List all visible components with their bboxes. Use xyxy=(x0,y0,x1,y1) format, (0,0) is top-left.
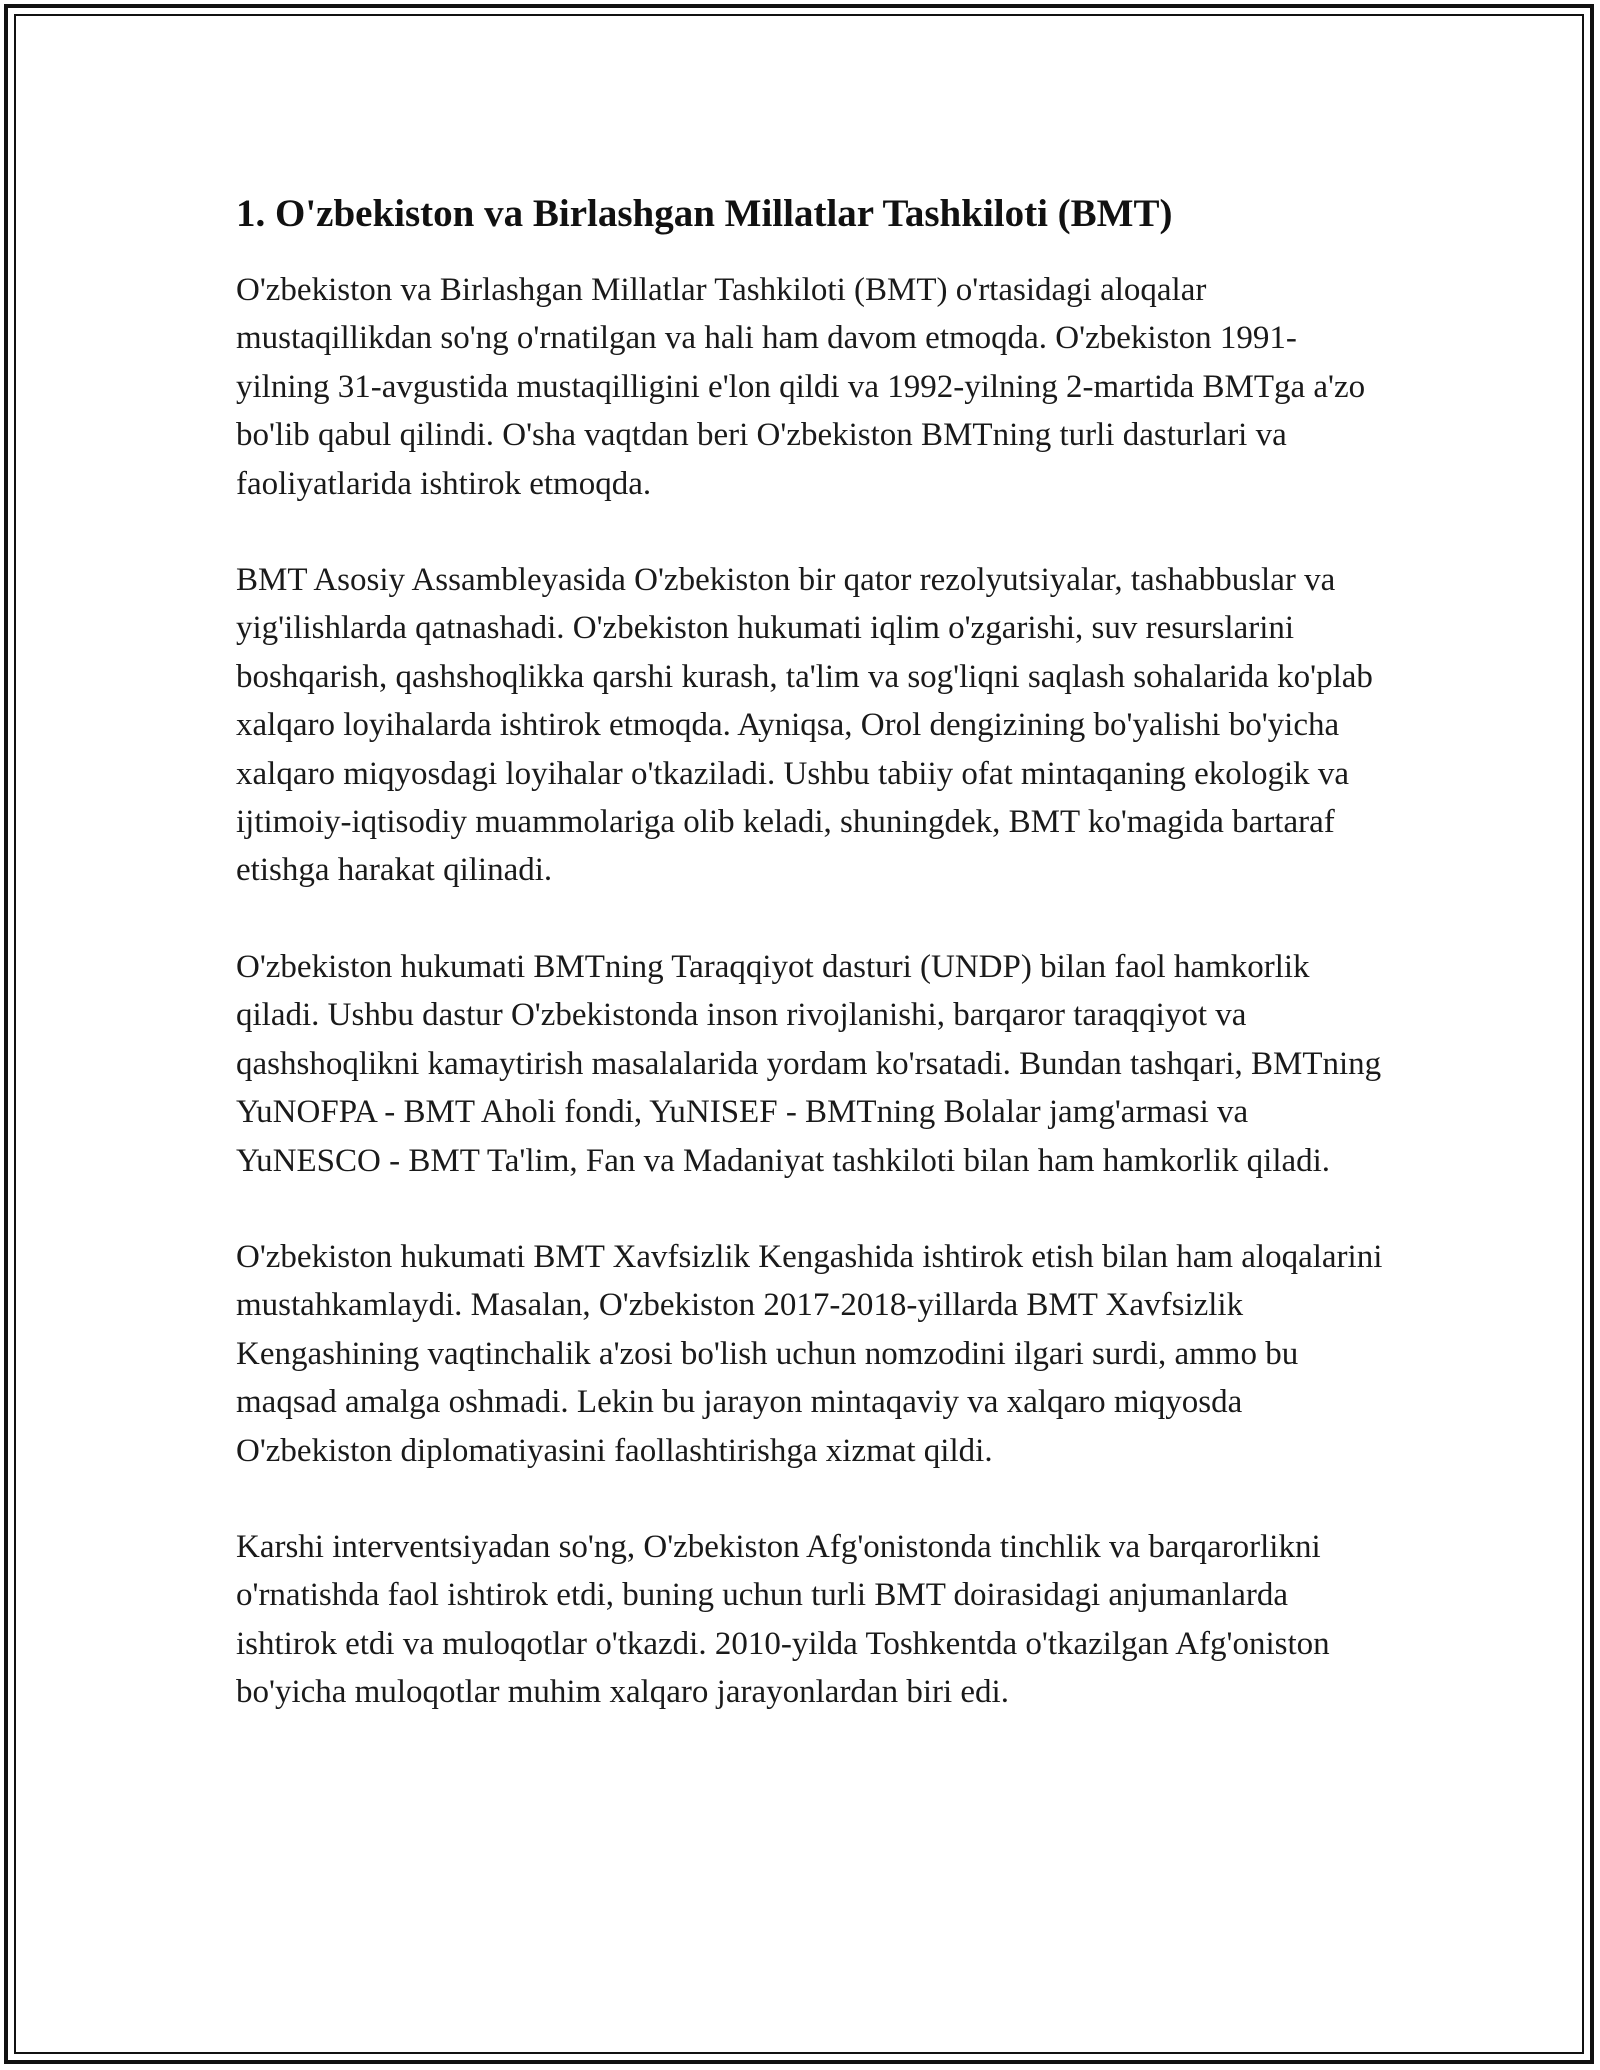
section-heading: 1. O'zbekiston va Birlashgan Millatlar Tashkiloti (BMT) xyxy=(236,192,1173,235)
paragraph-3: O'zbekiston hukumati BMTning Taraqqiyot dasturi (UNDP) bilan faol hamkorlik qiladi. Ushbu dastur O'zbekistonda inson rivojlanishi, barqaror taraqqiyot va qashshoqlikni kamaytirish masalalarida yordam ko'rsatadi. Bundan tashqari, BMTning YuNOFPA - BMT Aholi fondi, YuNISEF - BMTning Bolalar jamg'armasi va YuNESCO - BMT Ta'lim, Fan va Madaniyat tashkiloti bilan ham hamkorlik qiladi. xyxy=(236,948,1382,1179)
paragraph-1: O'zbekiston va Birlashgan Millatlar Tashkiloti (BMT) o'rtasidagi aloqalar mustaqillikdan so'ng o'rnatilgan va hali ham davom etmoqda. O'zbekiston 1991-yilning 31-avgustida mustaqilligini e'lon qildi va 1992-yilning 2-martida BMTga a'zo bo'lib qabul qilindi. O'sha vaqtdan beri O'zbekiston BMTning turli dasturlari va faoliyatlarida ishtirok etmoqda. xyxy=(236,272,1366,502)
paragraph-4: O'zbekiston hukumati BMT Xavfsizlik Kengashida ishtirok etish bilan ham aloqalarini mustahkamlaydi. Masalan, O'zbekiston 2017-2018-yillarda BMT Xavfsizlik Kengashining vaqtinchalik a'zosi bo'lish uchun nomzodini ilgari surdi, ammo bu maqsad amalga oshmadi. Lekin bu jarayon mintaqaviy va xalqaro miqyosda O'zbekiston diplomatiyasini faollashtirishga xizmat qildi. xyxy=(236,1238,1383,1469)
document-body xyxy=(236,186,1384,1765)
paragraph-2: BMT Asosiy Assambleyasida O'zbekiston bir qator rezolyutsiyalar, tashabbuslar va yig'ilishlarda qatnashadi. O'zbekiston hukumati iqlim o'zgarishi, suv resurslarini boshqarish, qashshoqlikka qarshi kurash, ta'lim va sog'liqni saqlash sohalarida ko'plab xalqaro loyihalarda ishtirok etmoqda. Ayniqsa, Orol dengizining bo'yalishi bo'yicha xalqaro miqyosdagi loyihalar o'tkaziladi. Ushbu tabiiy ofat mintaqaning ekologik va ijtimoiy-iqtisodiy muammolariga olib keladi, shuningdek, BMT ko'magida bartaraf etishga harakat qilinadi. xyxy=(236,562,1373,889)
paragraph-5: Karshi interventsiyadan so'ng, O'zbekiston Afg'onistonda tinchlik va barqarorlikni o'rnatishda faol ishtirok etdi, buning uchun turli BMT doirasidagi anjumanlarda ishtirok etdi va muloqotlar o'tkazdi. 2010-yilda Toshkentda o'tkazilgan Afg'oniston bo'yicha muloqotlar muhim xalqaro jarayonlardan biri edi. xyxy=(236,1528,1330,1711)
